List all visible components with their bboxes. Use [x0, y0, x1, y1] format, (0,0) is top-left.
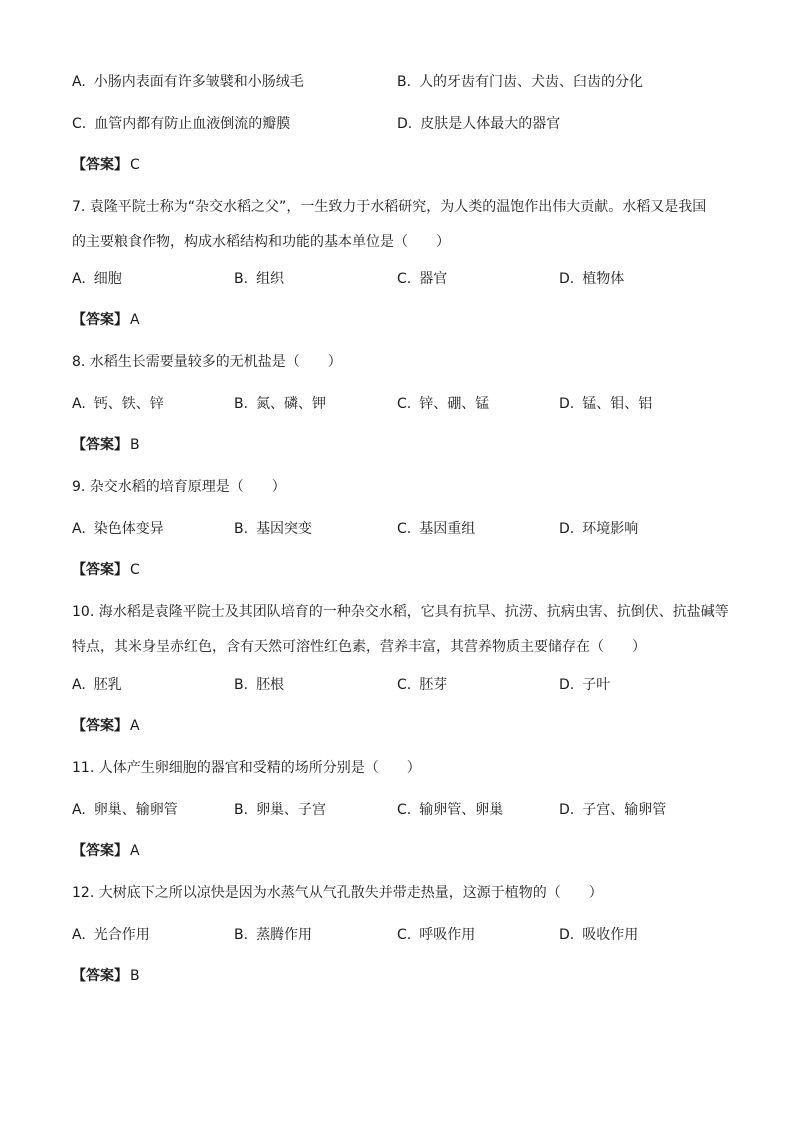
q12-option-a: A. 光合作用: [72, 927, 150, 943]
q12-option-b: B. 蒸腾作用: [234, 927, 313, 943]
q8-answer: 【答案】 B: [72, 437, 140, 453]
q11-answer: 【答案】 A: [72, 843, 140, 859]
q10-answer: 【答案】 A: [72, 718, 140, 734]
q10-option-a: A. 胚乳: [72, 677, 122, 693]
q7-option-b: B. 组织: [234, 271, 285, 287]
q8-option-c: C. 锌、硼、锰: [397, 396, 490, 412]
q7-stem-line2: 的主要粮食作物，构成水稻结构和功能的基本单位是（ ）: [72, 234, 450, 250]
q6-option-c: C. 血管内都有防止血液倒流的瓣膜: [72, 116, 291, 132]
q8-option-d: D. 锰、钼、铝: [559, 396, 653, 412]
q6-option-d: D. 皮肤是人体最大的器官: [397, 116, 561, 132]
q12-option-c: C. 呼吸作用: [397, 927, 476, 943]
q9-stem: 9. 杂交水稻的培育原理是（ ）: [72, 479, 286, 495]
q7-answer: 【答案】 A: [72, 312, 140, 328]
q11-option-c: C. 输卵管、卵巢: [397, 802, 504, 818]
q10-option-b: B. 胚根: [234, 677, 285, 693]
q11-option-a: A. 卵巢、输卵管: [72, 802, 178, 818]
q7-option-c: C. 器官: [397, 271, 448, 287]
q7-option-a: A. 细胞: [72, 271, 122, 287]
q9-option-a: A. 染色体变异: [72, 521, 164, 537]
q11-option-d: D. 子宫、输卵管: [559, 802, 667, 818]
q8-option-b: B. 氮、磷、钾: [234, 396, 327, 412]
q7-option-d: D. 植物体: [559, 271, 625, 287]
q8-stem: 8. 水稻生长需要量较多的无机盐是（ ）: [72, 354, 342, 370]
q10-option-d: D. 子叶: [559, 677, 611, 693]
q12-answer: 【答案】 B: [72, 968, 140, 984]
q11-option-b: B. 卵巢、子宫: [234, 802, 327, 818]
q6-option-a: A. 小肠内表面有许多皱襞和小肠绒毛: [72, 74, 304, 90]
q9-option-b: B. 基因突变: [234, 521, 313, 537]
q10-option-c: C. 胚芽: [397, 677, 448, 693]
q7-stem-line1: 7. 袁隆平院士称为“杂交水稻之父”，一生致力于水稻研究，为人类的温饱作出伟大贡献。水稻又是我国: [72, 199, 707, 215]
q9-answer: 【答案】 C: [72, 562, 140, 578]
q10-stem-line2: 特点，其米身呈赤红色，含有天然可溶性红色素，营养丰富，其营养物质主要储存在（ ）: [72, 639, 646, 655]
q11-stem: 11. 人体产生卵细胞的器官和受精的场所分别是（ ）: [72, 760, 421, 776]
q12-option-d: D. 吸收作用: [559, 927, 639, 943]
q12-stem: 12. 大树底下之所以凉快是因为水蒸气从气孔散失并带走热量，这源于植物的（ ）: [72, 885, 603, 901]
q9-option-d: D. 环境影响: [559, 521, 639, 537]
q10-stem-line1: 10. 海水稻是袁隆平院士及其团队培育的一种杂交水稻，它具有抗旱、抗涝、抗病虫害、抗倒伏、抗盐碱等: [72, 604, 729, 620]
q6-answer: 【答案】 C: [72, 157, 140, 173]
q6-option-b: B. 人的牙齿有门齿、犬齿、臼齿的分化: [397, 74, 644, 90]
q8-option-a: A. 钙、铁、锌: [72, 396, 164, 412]
q9-option-c: C. 基因重组: [397, 521, 476, 537]
